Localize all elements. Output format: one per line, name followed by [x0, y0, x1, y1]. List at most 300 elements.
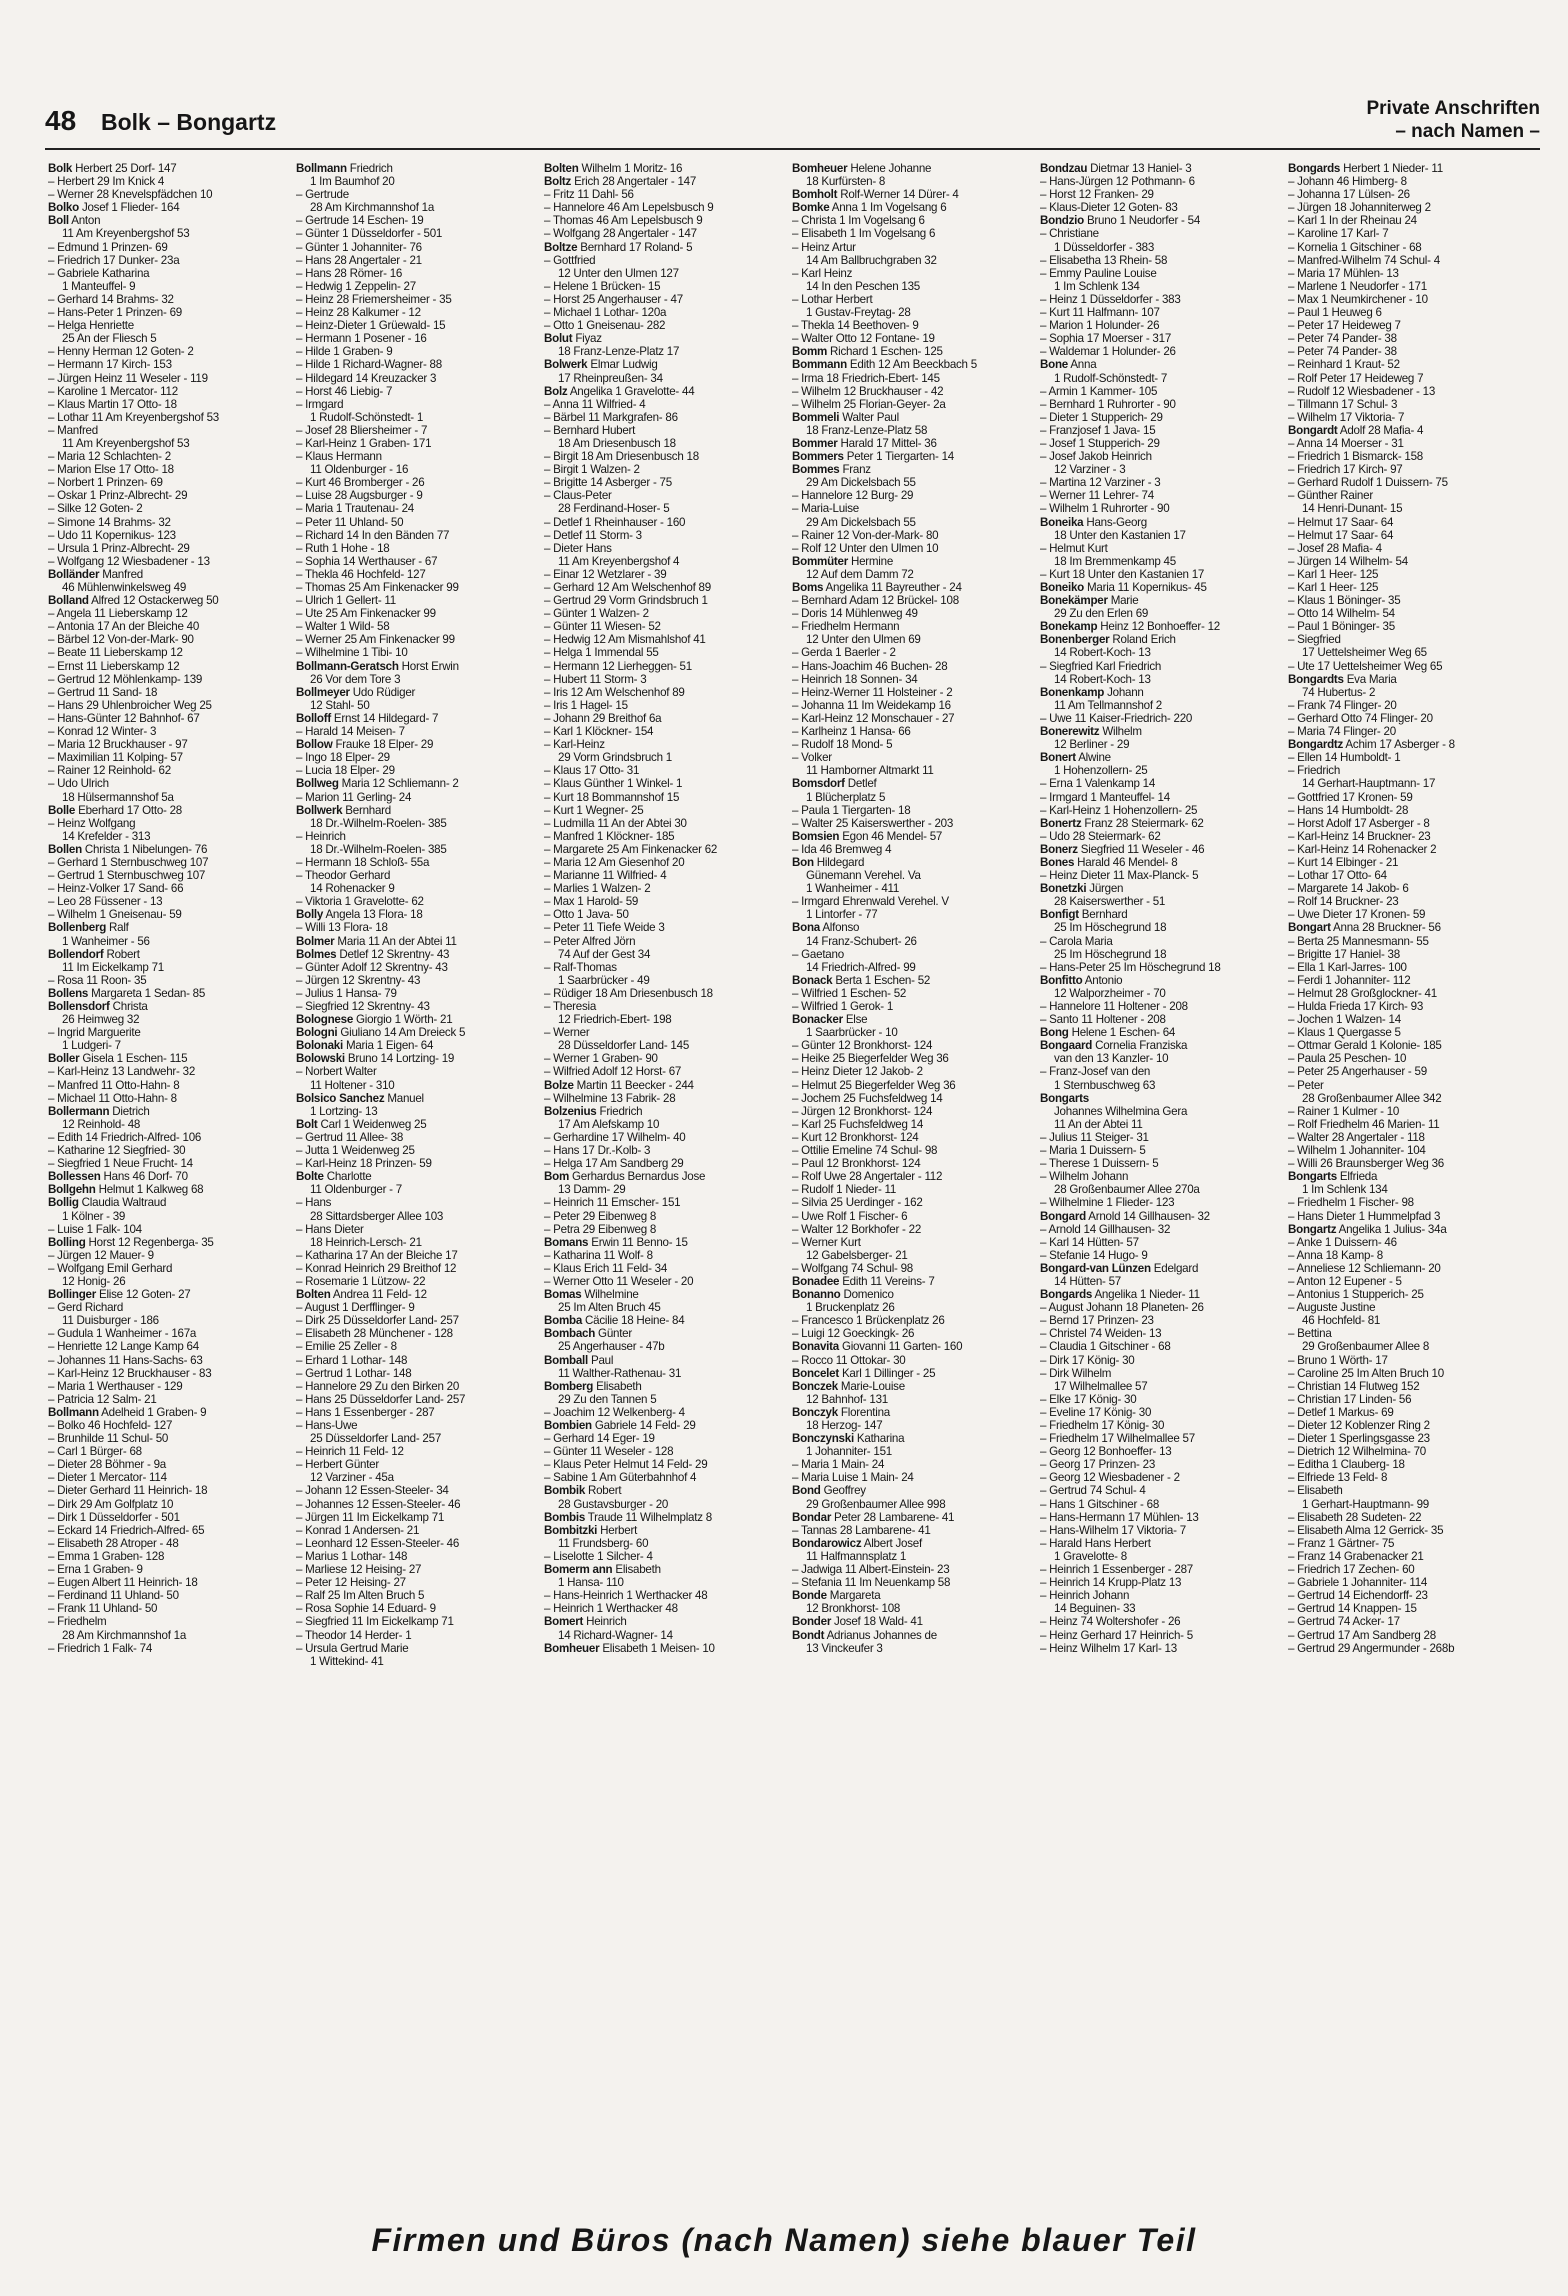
directory-entry: 14 Henri-Dunant- 15	[1302, 502, 1403, 516]
directory-entry: 14 Robert-Koch- 13	[1054, 672, 1151, 686]
directory-entry: 25 An der Fliesch 5	[62, 332, 157, 346]
directory-entry: – Gerd Richard	[48, 1301, 124, 1315]
directory-entry: – Lucia 18 Elper- 29	[296, 764, 395, 778]
directory-entry: – Bärbel 11 Markgrafen- 86	[544, 410, 678, 424]
surname: Bom	[544, 1170, 570, 1184]
surname: Boller	[48, 1052, 80, 1066]
directory-entry: – Gaetano	[792, 947, 844, 961]
directory-entry: – Karl 1 In der Rheinau 24	[1288, 214, 1417, 228]
surname: Bongardtz	[1288, 738, 1344, 752]
directory-entry: Bomberg Elisabeth	[544, 1379, 642, 1393]
directory-entry: 18 Herzog- 147	[806, 1419, 883, 1432]
directory-entry: – Detlef 1 Markus- 69	[1288, 1405, 1394, 1419]
directory-entry: – Wolfgang Emil Gerhard	[48, 1261, 173, 1275]
surname: Bonerz	[1040, 842, 1078, 856]
directory-entry: – Hans	[296, 1196, 332, 1210]
directory-entry: Bommeli Walter Paul	[792, 410, 899, 424]
directory-entry: Bolmes Detlef 12 Skrentny- 43	[296, 947, 450, 961]
surname: Bonczek	[792, 1379, 838, 1393]
directory-entry: 14 Krefelder - 313	[62, 829, 151, 843]
directory-entry: – Rosa Sophie 14 Eduard- 9	[296, 1602, 436, 1616]
directory-entry: – Udo 11 Kopernikus- 123	[48, 528, 176, 542]
directory-entry: – Hedwig 1 Zeppelin- 27	[296, 279, 416, 293]
directory-entry: – Marliese 12 Heising- 27	[296, 1563, 422, 1577]
directory-entry: 12 Varziner - 3	[1054, 463, 1126, 477]
directory-column-2	[296, 162, 539, 2192]
directory-entry: Bombis Traude 11 Wilhelmplatz 8	[544, 1510, 712, 1524]
directory-entry: – Hildegard 14 Kreuzacker 3	[296, 371, 437, 385]
directory-entry: – Peter 17 Heideweg 7	[1288, 319, 1401, 333]
directory-entry: – Anke 1 Duissern- 46	[1288, 1235, 1397, 1249]
directory-entry: – Rüdiger 18 Am Driesenbusch 18	[544, 986, 713, 1000]
directory-entry: – Horst Adolf 17 Asberger - 8	[1288, 816, 1430, 830]
directory-entry: – Friedhelm 1 Fischer- 98	[1288, 1196, 1414, 1210]
surname: Bongartz	[1288, 1222, 1337, 1236]
directory-entry: – Heinz 1 Düsseldorfer - 383	[1040, 292, 1181, 306]
directory-entry: 11 Hamborner Altmarkt 11	[806, 764, 934, 778]
directory-entry: 29 Am Dickelsbach 55	[806, 476, 916, 490]
directory-entry: – Werner 25 Am Finkenacker 99	[296, 633, 455, 647]
directory-entry: – Heinz Dieter 11 Max-Planck- 5	[1040, 869, 1199, 883]
directory-entry: – Margarete 25 Am Finkenacker 62	[544, 842, 718, 856]
directory-entry: – Wilhelmine 1 Flieder- 123	[1040, 1196, 1175, 1210]
directory-entry: – Anna 18 Kamp- 8	[1288, 1248, 1384, 1262]
directory-entry: Bonanno Domenico	[792, 1288, 894, 1302]
directory-entry: – Einar 12 Wetzlarer - 39	[544, 567, 667, 581]
directory-entry: Bolländer Manfred	[48, 567, 143, 581]
directory-entry: – Tillmann 17 Schul- 3	[1288, 397, 1398, 411]
surname: Bonanno	[792, 1288, 841, 1302]
directory-entry: – Iris 1 Hagel- 15	[544, 698, 628, 712]
directory-entry: – Sophia 14 Werthauser - 67	[296, 554, 438, 568]
directory-entry: Boller Gisela 1 Eschen- 115	[48, 1052, 188, 1066]
directory-entry: – Luise 1 Falk- 104	[48, 1222, 142, 1236]
directory-entry: – Johann 29 Breithof 6a	[544, 711, 662, 725]
directory-entry: – Iris 12 Am Welschenhof 89	[544, 685, 685, 699]
directory-entry: – Uwe 11 Kaiser-Friedrich- 220	[1040, 711, 1193, 725]
directory-entry: – Manfred-Wilhelm 74 Schul- 4	[1288, 253, 1440, 267]
surname: Bolze	[544, 1078, 574, 1092]
surname: Bolt	[296, 1117, 318, 1131]
directory-entry: – Marion 1 Holunder- 26	[1040, 319, 1160, 333]
directory-entry: Boltz Erich 28 Angertaler - 147	[544, 175, 697, 189]
directory-entry: – Heinz 28 Kalkumer - 12	[296, 306, 421, 320]
surname: Bombach	[544, 1327, 596, 1341]
directory-entry: Bombien Gabriele 14 Feld- 29	[544, 1419, 696, 1432]
page-title: Bolk – Bongartz	[101, 109, 277, 135]
directory-entry: – Anna 14 Moerser - 31	[1288, 436, 1404, 450]
directory-entry: – Gerda 1 Baerler - 2	[792, 646, 896, 660]
directory-entry: – Hans 29 Uhlenbroicher Weg 25	[48, 698, 212, 712]
directory-entry: – Christa 1 Im Vogelsang 6	[792, 214, 925, 228]
directory-entry: 12 Bahnhof- 131	[806, 1392, 888, 1406]
directory-entry: Bolten Andrea 11 Feld- 12	[296, 1288, 427, 1302]
directory-entry: – Heinrich 14 Krupp-Platz 13	[1040, 1576, 1182, 1590]
directory-entry: – Dieter Gerhard 11 Heinrich- 18	[48, 1484, 208, 1498]
directory-entry: – Johannes 11 Hans-Sachs- 63	[48, 1353, 203, 1367]
directory-entry: 1 Manteuffel- 9	[62, 279, 136, 293]
directory-entry: – Elfriede 13 Feld- 8	[1288, 1471, 1388, 1485]
directory-entry: Bollinger Elise 12 Goten- 27	[48, 1288, 191, 1302]
surname: Bonfitto	[1040, 973, 1083, 987]
directory-entry: Bongard Arnold 14 Gillhausen- 32	[1040, 1209, 1210, 1223]
directory-entry: – Elisabeth 1 Im Vogelsang 6	[792, 227, 936, 241]
directory-entry: – Karl 1 Heer- 125	[1288, 567, 1379, 581]
directory-entry: – Detlef 1 Rheinhauser - 160	[544, 515, 686, 529]
directory-entry: – Maria 74 Flinger- 20	[1288, 725, 1396, 739]
surname: Bolmes	[296, 947, 337, 961]
surname: Bollig	[48, 1196, 79, 1210]
directory-entry: – Klaus Peter Helmut 14 Feld- 29	[544, 1458, 708, 1472]
directory-entry: – Hans Dieter	[296, 1222, 364, 1236]
directory-entry: – Friedrich 17 Zechen- 60	[1288, 1563, 1415, 1577]
directory-entry: – Günter 1 Johanniter- 76	[296, 240, 422, 254]
directory-entry: – Karl Heinz	[792, 266, 853, 280]
directory-entry: – Bolko 46 Hochfeld- 127	[48, 1419, 173, 1432]
surname: Bolland	[48, 594, 89, 608]
directory-entry: – Silke 12 Goten- 2	[48, 502, 143, 516]
directory-entry: 1 Kölner - 39	[62, 1209, 126, 1223]
directory-entry: 1 Johanniter- 151	[806, 1445, 892, 1459]
directory-entry: – Bernhard Hubert	[544, 423, 636, 437]
directory-entry: – Katharina 11 Wolf- 8	[544, 1248, 653, 1262]
directory-entry: – Hermann 17 Kirch- 153	[48, 358, 172, 372]
directory-entry: – Werner 28 Knevelspfädchen 10	[48, 188, 213, 202]
directory-entry: – Heinz Wilhelm 17 Karl- 13	[1040, 1641, 1177, 1655]
directory-entry: Bonczyk Florentina	[792, 1405, 890, 1419]
directory-entry: – Elisabeth Alma 12 Gerrick- 35	[1288, 1523, 1444, 1537]
directory-entry: – Elisabeth 28 Sudeten- 22	[1288, 1510, 1422, 1524]
directory-entry: 12 Walporzheimer - 70	[1054, 986, 1166, 1000]
directory-entry: – Helga 1 Immendal 55	[544, 646, 659, 660]
directory-entry: Bomm Richard 1 Eschen- 125	[792, 345, 943, 359]
directory-entry: – Helene 1 Brücken- 15	[544, 279, 661, 293]
directory-entry: – Hannelore 46 Am Lepelsbusch 9	[544, 201, 714, 215]
directory-entry: – Gertrud 1 Sternbuschweg 107	[48, 869, 206, 883]
surname: Bommeli	[792, 410, 840, 424]
directory-entry: – Helga 17 Am Sandberg 29	[544, 1157, 684, 1171]
directory-entry: 12 Auf dem Damm 72	[806, 567, 914, 581]
surname: Bongardt	[1288, 423, 1338, 437]
directory-entry: – Volker	[792, 751, 832, 765]
directory-entry: Bona Alfonso	[792, 921, 860, 935]
directory-entry: – Kurt 14 Elbinger - 21	[1288, 855, 1399, 869]
directory-entry: – Kurt 18 Bommannshof 15	[544, 790, 680, 804]
directory-entry: – Thekla 14 Beethoven- 9	[792, 319, 919, 333]
directory-entry: Bommer Harald 17 Mittel- 36	[792, 436, 937, 450]
directory-entry: – Heinz Wolfgang	[48, 816, 136, 830]
directory-entry: 28 Großenbaumer Allee 270a	[1054, 1183, 1200, 1197]
surname: Bonerewitz	[1040, 725, 1100, 739]
directory-entry: – Manfred	[48, 423, 98, 437]
surname: Bollweg	[296, 777, 339, 791]
directory-entry: – Wilhelm 12 Bruckhauser - 42	[792, 384, 944, 398]
directory-entry: 12 Unter den Ulmen 69	[806, 633, 921, 647]
directory-entry: Bollmeyer Udo Rüdiger	[296, 685, 416, 699]
directory-entry: – Max 1 Neumkirchener - 10	[1288, 292, 1428, 306]
directory-entry: – Gerhard Rudolf 1 Duissern- 75	[1288, 476, 1448, 490]
surname: Boneika	[1040, 515, 1084, 529]
directory-entry: – August 1 Derfflinger- 9	[296, 1301, 415, 1315]
directory-entry: Bongaard Cornelia Franziska	[1040, 1039, 1188, 1053]
directory-entry: 1 Im Baumhof 20	[310, 175, 395, 189]
directory-entry: Bongardts Eva Maria	[1288, 672, 1397, 686]
directory-entry: – Theodor Gerhard	[296, 869, 391, 883]
directory-entry: – Claus-Peter	[544, 489, 612, 503]
directory-entry: – Heinz 74 Woltershofer - 26	[1040, 1615, 1181, 1629]
directory-entry: – Gerhard 14 Brahms- 32	[48, 292, 174, 306]
directory-entry: – Wilhelm 25 Florian-Geyer- 2a	[792, 397, 946, 411]
directory-entry: – Dieter 28 Böhmer - 9a	[48, 1458, 166, 1472]
directory-entry: Bomke Anna 1 Im Vogelsang 6	[792, 201, 947, 215]
directory-entry: Bomsien Egon 46 Mendel- 57	[792, 829, 943, 843]
directory-entry: 18 Hülsermannshof 5a	[62, 790, 174, 804]
surname: Bongards	[1288, 162, 1341, 175]
directory-entry: – Franzjosef 1 Java- 15	[1040, 423, 1156, 437]
directory-entry: – Hans-Wilhelm 17 Viktoria- 7	[1040, 1523, 1186, 1537]
surname: Bona	[792, 921, 820, 935]
directory-entry: Bolowski Bruno 14 Lortzing- 19	[296, 1052, 455, 1066]
directory-entry: – Friedhelm 17 König- 30	[1040, 1419, 1165, 1432]
directory-entry: 1 Gustav-Freytag- 28	[806, 306, 911, 320]
directory-entry: – Herbert 29 Im Knick 4	[48, 175, 165, 189]
directory-entry: – Katharine 12 Siegfried- 30	[48, 1144, 186, 1158]
directory-entry: – Klaus 1 Böninger- 35	[1288, 594, 1401, 608]
directory-entry: – Ulrich 1 Gellert- 11	[296, 594, 396, 608]
surname: Bollwerk	[296, 803, 343, 817]
directory-entry: 1 Gravelotte- 8	[1054, 1549, 1127, 1563]
directory-entry: Bollen Christa 1 Nibelungen- 76	[48, 842, 208, 856]
directory-entry: – Johannes 12 Essen-Steeler- 46	[296, 1497, 461, 1511]
directory-entry: Bonekämper Marie	[1040, 594, 1139, 608]
directory-entry: Bolloff Ernst 14 Hildegard- 7	[296, 711, 439, 725]
directory-entry: 28 Gustavsburger - 20	[558, 1497, 669, 1511]
directory-entry: 11 Oldenburger - 16	[310, 463, 409, 477]
surname: Bomberg	[544, 1379, 594, 1393]
directory-entry: 11 Duisburger - 186	[62, 1314, 159, 1328]
surname: Bomsdorf	[792, 777, 845, 791]
directory-entry: – Elisabeth	[1288, 1484, 1343, 1498]
directory-entry: – Erhard 1 Lothar- 148	[296, 1353, 408, 1367]
directory-entry: – Maria 1 Trautenau- 24	[296, 502, 414, 516]
directory-entry: – Martina 12 Varziner - 3	[1040, 476, 1161, 490]
directory-entry: – Rosemarie 1 Lützow- 22	[296, 1274, 426, 1288]
directory-entry: – Maria 17 Mühlen- 13	[1288, 266, 1399, 280]
directory-entry: – Heinz 28 Friemersheimer - 35	[296, 292, 452, 306]
surname: Bollgehn	[48, 1183, 96, 1197]
directory-entry: 11 Am Tellmannshof 2	[1054, 698, 1162, 712]
directory-entry: Bonert Alwine	[1040, 751, 1111, 765]
directory-entry: – Christian 14 Flutweg 152	[1288, 1379, 1420, 1393]
directory-entry: – Maria 12 Bruckhauser - 97	[48, 738, 188, 752]
directory-entry: 18 Im Bremmenkamp 45	[1054, 554, 1176, 568]
directory-entry: – Hans 25 Düsseldorfer Land- 257	[296, 1392, 466, 1406]
surname: Bolländer	[48, 567, 100, 581]
directory-entry: – Heinrich 1 Essenberger - 287	[1040, 1563, 1193, 1577]
surname: Bomm	[792, 345, 828, 359]
directory-entry: – Dietrich 12 Wilhelmina- 70	[1288, 1445, 1426, 1459]
directory-entry: Bong Helene 1 Eschen- 64	[1040, 1026, 1176, 1040]
directory-entry: – Dirk 1 Düsseldorfer - 501	[48, 1510, 180, 1524]
directory-entry: – Dieter 1 Stupperich- 29	[1040, 410, 1163, 424]
directory-entry: 25 Im Höschegrund 18	[1054, 947, 1167, 961]
directory-entry: 14 Friedrich-Alfred- 99	[806, 960, 916, 974]
surname: Bommann	[792, 358, 847, 372]
page-number: 48	[45, 105, 77, 136]
directory-entry: 26 Heimweg 32	[62, 1013, 140, 1027]
directory-entry: 1 Gerhart-Hauptmann- 99	[1302, 1497, 1430, 1511]
directory-entry: 29 Großenbaumer Allee 8	[1302, 1340, 1430, 1354]
directory-entry: – Rocco 11 Ottokar- 30	[792, 1353, 906, 1367]
surname: Bongard-van Lünzen	[1040, 1261, 1151, 1275]
surname: Bolz	[544, 384, 568, 398]
directory-entry: – Heinrich 18 Sonnen- 34	[792, 672, 918, 686]
directory-entry: 29 Am Dickelsbach 55	[806, 515, 916, 529]
surname: Bollendorf	[48, 947, 104, 961]
directory-entry: 14 Robert-Koch- 13	[1054, 646, 1151, 660]
directory-entry: – Maximilian 11 Kolping- 57	[48, 751, 183, 765]
directory-entry: – Karl-Heinz 12 Bruckhauser - 83	[48, 1366, 212, 1380]
directory-entry: – Gudula 1 Wanheimer - 167a	[48, 1327, 197, 1341]
directory-entry: – Hans 17 Dr.-Kolb- 3	[544, 1144, 651, 1158]
directory-entry: – Ida 46 Bremweg 4	[792, 842, 892, 856]
directory-entry: – Ute 25 Am Finkenacker 99	[296, 607, 436, 621]
directory-entry: Bondzio Bruno 1 Neudorfer - 54	[1040, 214, 1201, 228]
directory-entry: – Irmgard 1 Manteuffel- 14	[1040, 790, 1170, 804]
surname: Bonertz	[1040, 816, 1082, 830]
directory-entry: – Lothar 11 Am Kreyenbergshof 53	[48, 410, 219, 424]
directory-entry: 11 Halfmannsplatz 1	[806, 1549, 907, 1563]
directory-entry: – Dirk 17 König- 30	[1040, 1353, 1135, 1367]
directory-entry: – Beate 11 Lieberskamp 12	[48, 646, 183, 660]
directory-entry: 12 Unter den Ulmen 127	[558, 266, 679, 280]
directory-entry: – Georg 12 Wiesbadener - 2	[1040, 1471, 1180, 1485]
surname: Bongarts	[1288, 1170, 1337, 1184]
directory-entry: Bongardt Adolf 28 Mafia- 4	[1288, 423, 1424, 437]
directory-entry: – Paula 25 Peschen- 10	[1288, 1052, 1407, 1066]
directory-entry: 18 Dr.-Wilhelm-Roelen- 385	[310, 842, 447, 856]
directory-entry: – Dieter Hans	[544, 541, 612, 555]
directory-entry: – Gertrud 1 Lothar- 148	[296, 1366, 412, 1380]
directory-entry: Bolut Fiyaz	[544, 332, 602, 346]
directory-column-6	[1288, 162, 1531, 2192]
directory-entry: Bonekamp Heinz 12 Bonhoeffer- 12	[1040, 620, 1220, 634]
directory-entry: Bone Anna	[1040, 358, 1097, 372]
directory-entry: – Hermann 18 Schloß- 55a	[296, 855, 430, 869]
directory-entry: – Hans-Heinrich 1 Werthacker 48	[544, 1589, 708, 1603]
directory-entry: – Elisabetha 13 Rhein- 58	[1040, 253, 1168, 267]
directory-entry: 28 Kaiserswerther - 51	[1054, 895, 1166, 909]
surname: Bonczyk	[792, 1405, 838, 1419]
directory-entry: – Maria-Luise	[792, 502, 859, 516]
directory-entry: 1 Im Schlenk 134	[1302, 1183, 1388, 1197]
directory-entry: – Dirk 25 Düsseldorfer Land- 257	[296, 1314, 459, 1328]
directory-entry: 1 Rudolf-Schönstedt- 7	[1054, 371, 1168, 385]
directory-entry: – Walter 28 Angertaler - 118	[1288, 1130, 1425, 1144]
surname: Bolten	[296, 1288, 331, 1302]
directory-column-5	[1040, 162, 1283, 2192]
directory-entry: – Wolfgang 12 Wiesbadener - 13	[48, 554, 210, 568]
directory-entry: – Hedwig 12 Am Mismahlshof 41	[544, 633, 706, 647]
directory-entry: – Josef 1 Stupperich- 29	[1040, 436, 1160, 450]
directory-entry: – Katharina 17 An der Bleiche 17	[296, 1248, 458, 1262]
directory-entry: – Georg 17 Prinzen- 23	[1040, 1458, 1156, 1472]
directory-entry: – Günter 11 Wiesen- 52	[544, 620, 661, 634]
directory-entry: Bollgehn Helmut 1 Kalkweg 68	[48, 1183, 204, 1197]
directory-entry: – Dieter 12 Koblenzer Ring 2	[1288, 1419, 1430, 1432]
directory-entry: – Kurt 11 Halfmann- 107	[1040, 306, 1160, 320]
directory-entry: – Hans 1 Gitschiner - 68	[1040, 1497, 1160, 1511]
directory-entry: Bongards Angelika 1 Nieder- 11	[1040, 1288, 1200, 1302]
directory-entry: – Friedrich 1 Bismarck- 158	[1288, 450, 1423, 464]
directory-entry: – Peter	[1288, 1078, 1324, 1092]
directory-entry: – Thomas 46 Am Lepelsbusch 9	[544, 214, 703, 228]
surname: Bonavita	[792, 1340, 839, 1354]
directory-entry: – Jürgen 18 Johanniterweg 2	[1288, 201, 1431, 215]
directory-entry: Bolt Carl 1 Weidenweg 25	[296, 1117, 427, 1131]
directory-entry: 1 Bruckenplatz 26	[806, 1301, 895, 1315]
directory-entry: – Birgit 1 Walzen- 2	[544, 463, 640, 477]
directory-entry: – Michael 1 Lothar- 120a	[544, 306, 667, 320]
directory-entry: – Rudolf 12 Wiesbadener - 13	[1288, 384, 1436, 398]
directory-entry: – Hulda Frieda 17 Kirch- 93	[1288, 1000, 1424, 1013]
surname: Bondar	[792, 1510, 832, 1524]
directory-entry: Bolzenius Friedrich	[544, 1104, 643, 1118]
directory-entry: – Peter Alfred Jörn	[544, 934, 636, 948]
directory-entry: Bollig Claudia Waltraud	[48, 1196, 167, 1210]
directory-entry: Bonerewitz Wilhelm	[1040, 725, 1142, 739]
directory-entry: – Maria 1 Duissern- 5	[1040, 1144, 1146, 1158]
directory-entry: 13 Damm- 29	[558, 1183, 626, 1197]
directory-entry: – Horst 46 Liebig- 7	[296, 384, 393, 398]
directory-entry: 28 Sittardsberger Allee 103	[310, 1209, 444, 1223]
directory-entry: – Viktoria 1 Gravelotte- 62	[296, 895, 424, 909]
directory-entry: – Peter 74 Pander- 38	[1288, 345, 1397, 359]
surname: Bolk	[48, 162, 73, 175]
surname: Bongarts	[1040, 1091, 1089, 1105]
directory-entry: 1 Saarbrücker - 49	[558, 973, 650, 987]
directory-entry: – Ottilie Emeline 74 Schul- 98	[792, 1144, 938, 1158]
directory-entry: 12 Stahl- 50	[310, 698, 370, 712]
directory-entry: – Gerhard Otto 74 Flinger- 20	[1288, 711, 1433, 725]
directory-entry: – Brigitte 14 Asberger - 75	[544, 476, 672, 490]
directory-entry: 11 Im Eickelkamp 71	[62, 960, 164, 974]
directory-entry: – Jürgen 14 Wilhelm- 54	[1288, 554, 1408, 568]
surname: Bomheuer	[792, 162, 848, 175]
directory-entry: – Johann 12 Essen-Steeler- 34	[296, 1484, 449, 1498]
directory-entry: 1 Wanheimer - 411	[806, 882, 900, 896]
directory-entry: – Friedrich 17 Kirch- 97	[1288, 463, 1403, 477]
surname: Bongart	[1288, 921, 1331, 935]
directory-entry: – Walter 1 Wild- 58	[296, 620, 390, 634]
surname: Bommüter	[792, 554, 848, 568]
directory-entry: – Manfred 11 Otto-Hahn- 8	[48, 1078, 180, 1092]
surname: Bommer	[792, 436, 838, 450]
directory-entry: – Friedhelm 17 Wilhelmallee 57	[1040, 1432, 1195, 1446]
surname: Bongard	[1040, 1209, 1086, 1223]
directory-entry: – Anton 12 Eupener - 5	[1288, 1274, 1402, 1288]
directory-entry: 14 Richard-Wagner- 14	[558, 1628, 673, 1642]
directory-entry: 26 Vor dem Tore 3	[310, 672, 401, 686]
directory-entry: Bommes Franz	[792, 463, 871, 477]
directory-entry: – Udo 28 Steiermark- 62	[1040, 829, 1161, 843]
surname: Bombis	[544, 1510, 586, 1524]
directory-entry: – Ferdi 1 Johanniter- 112	[1288, 973, 1411, 987]
directory-entry: – Heinz-Werner 11 Holsteiner - 2	[792, 685, 953, 699]
directory-entry: – Peter 11 Tiefe Weide 3	[544, 921, 665, 935]
directory-entry: Bongarts Elfrieda	[1288, 1170, 1378, 1184]
directory-entry: – Helmut 17 Saar- 64	[1288, 528, 1394, 542]
